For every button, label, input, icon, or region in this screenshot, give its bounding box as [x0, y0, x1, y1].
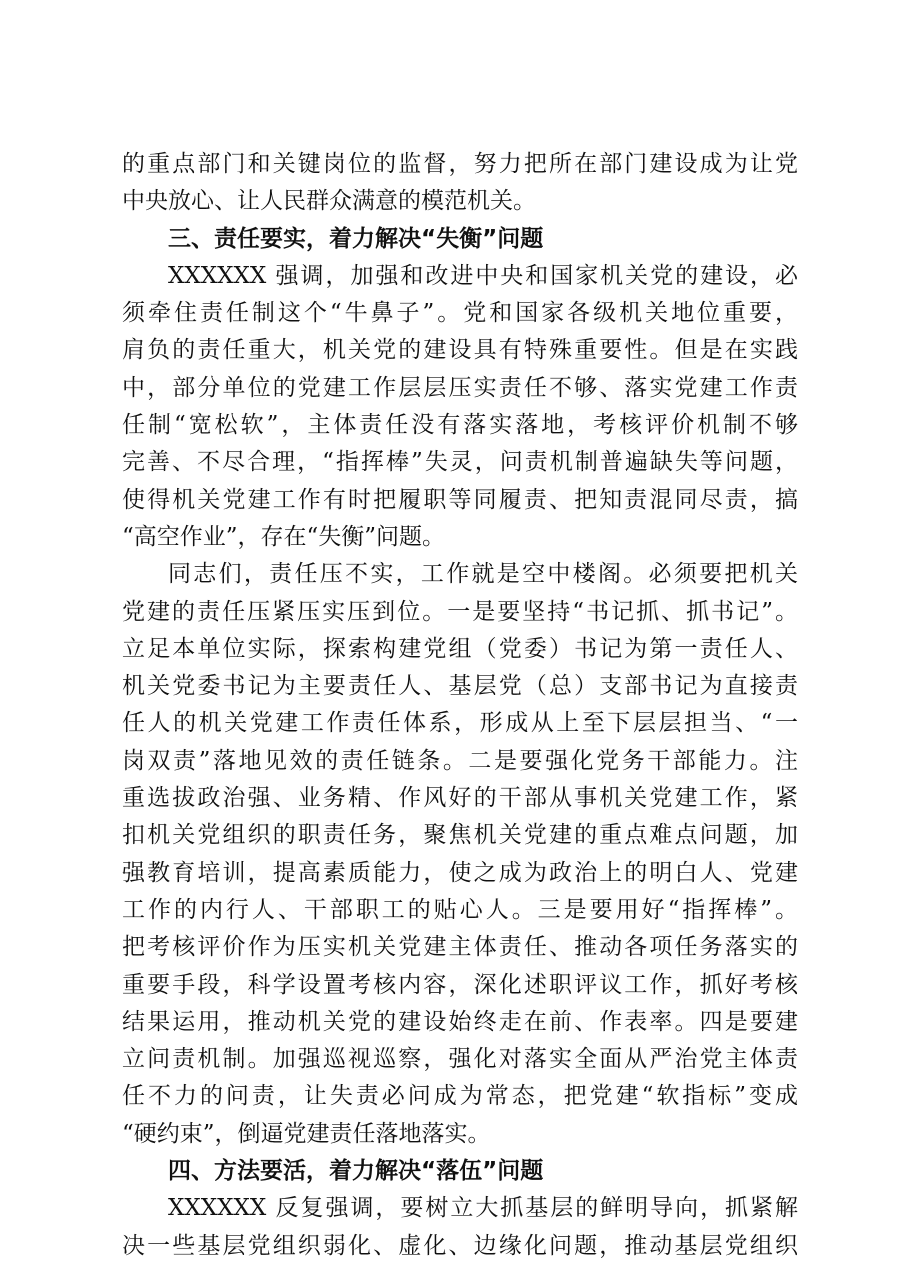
text-line: 须牵住责任制这个“牛鼻子”。党和国家各级机关地位重要， — [122, 300, 798, 327]
text-line: 重要手段，科学设置考核内容，深化述职评议工作，抓好考核 — [122, 971, 798, 998]
heading-text: 三、责任要实，着力解决“失衡”问题 — [168, 225, 544, 252]
text-line: 使得机关党建工作有时把履职等同履责、把知责混同尽责，搞 — [122, 486, 798, 513]
text-line: 扣机关党组织的职责任务，聚焦机关党建的重点难点问题，加 — [122, 822, 798, 849]
text-line: 重选拔政治强、业务精、作风好的干部从事机关党建工作，紧 — [122, 785, 798, 812]
paragraph — [122, 146, 798, 221]
paragraph — [122, 1190, 798, 1265]
section-heading — [122, 221, 798, 258]
text-line: 中央放心、让人民群众满意的模范机关。 — [122, 188, 536, 215]
text-line: 岗双责”落地见效的责任链条。二是要强化党务干部能力。注 — [122, 747, 798, 774]
heading-text: 四、方法要活，着力解决“落伍”问题 — [168, 1158, 544, 1185]
text-line: 任不力的问责，让失责必问成为常态，把党建“软指标”变成 — [122, 1083, 798, 1110]
text-line: 立问责机制。加强巡视巡察，强化对落实全面从严治党主体责 — [122, 1046, 798, 1073]
text-line: 中，部分单位的党建工作层层压实责任不够、落实党建工作责 — [122, 374, 798, 401]
paragraph — [122, 258, 798, 556]
text-line: 结果运用，推动机关党的建设始终走在前、作表率。四是要建 — [122, 1008, 798, 1035]
text-line: 任制“宽松软”，主体责任没有落实落地，考核评价机制不够 — [122, 412, 798, 439]
text-line: 工作的内行人、干部职工的贴心人。三是要用好“指挥棒”。 — [122, 896, 798, 923]
text-line: “高空作业”，存在“失衡”问题。 — [122, 523, 446, 550]
paragraph — [122, 556, 798, 1153]
text-line: 任人的机关党建工作责任体系，形成从上至下层层担当、“一 — [122, 710, 798, 737]
text-line: 的重点部门和关键岗位的监督，努力把所在部门建设成为让党 — [122, 151, 798, 177]
text-line: XXXXXX 强调，加强和改进中央和国家机关党的建设，必 — [168, 262, 798, 289]
text-line: 强教育培训，提高素质能力，使之成为政治上的明白人、党建 — [122, 859, 798, 886]
text-line: 把考核评价作为压实机关党建主体责任、推动各项任务落实的 — [122, 934, 798, 961]
section-heading — [122, 1153, 798, 1190]
text-line: 立足本单位实际，探索构建党组（党委）书记为第一责任人、 — [122, 635, 798, 662]
text-line: 决一些基层党组织弱化、虚化、边缘化问题，推动基层党组织 — [122, 1232, 798, 1259]
text-line: 肩负的责任重大，机关党的建设具有特殊重要性。但是在实践 — [122, 337, 798, 364]
text-line: 党建的责任压紧压实压到位。一是要坚持“书记抓、抓书记”。 — [122, 598, 798, 625]
text-line: “硬约束”，倒逼党建责任落地落实。 — [122, 1120, 491, 1147]
text-line: 完善、不尽合理，“指挥棒”失灵，问责机制普遍缺失等问题， — [122, 449, 798, 476]
text-line: XXXXXX 反复强调，要树立大抓基层的鲜明导向，抓紧解 — [168, 1195, 798, 1222]
document-body — [122, 146, 798, 1265]
text-line: 机关党委书记为主要责任人、基层党（总）支部书记为直接责 — [122, 673, 798, 700]
text-line: 同志们，责任压不实，工作就是空中楼阁。必须要把机关 — [168, 561, 798, 588]
